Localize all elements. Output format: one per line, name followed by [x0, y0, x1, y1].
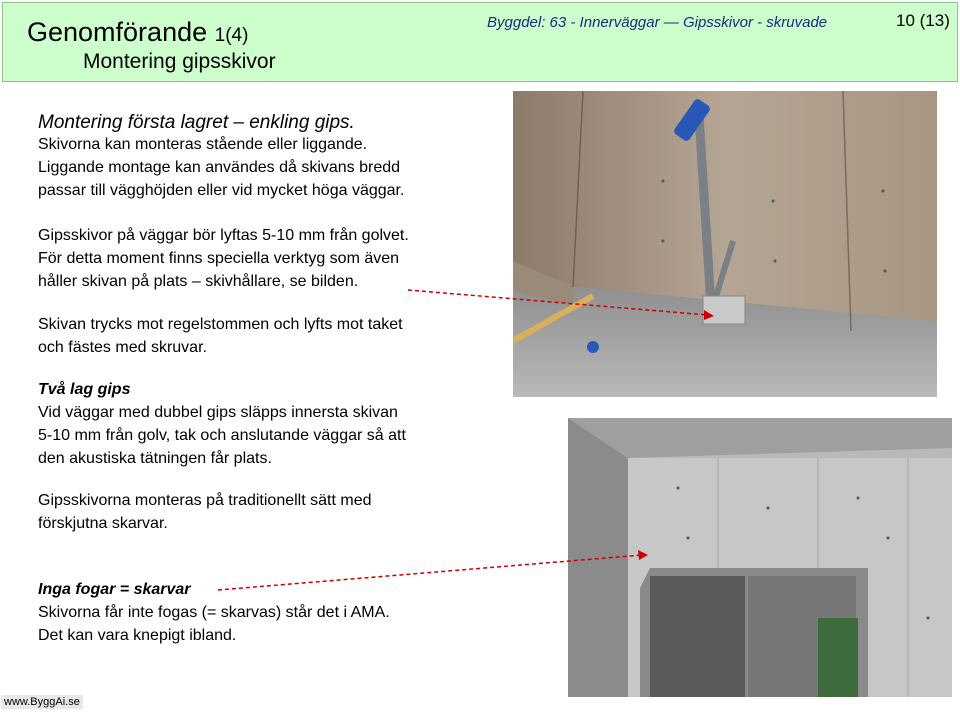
website-footer[interactable]: www.ByggAi.se [1, 695, 83, 709]
text-line: Vid väggar med dubbel gips släpps innersta skivan [38, 404, 398, 421]
text-line: Liggande montage kan användes då skivans bredd [38, 159, 401, 176]
title-text: Genomförande [27, 17, 208, 47]
arrow-to-lifter [408, 290, 714, 320]
text-line: passar till vägghöjden eller vid mycket höga väggar. [38, 182, 405, 199]
text-line: håller skivan på plats – skivhållare, se bilden. [38, 273, 359, 290]
text-line: och fästes med skruvar. [38, 339, 207, 356]
text-line: Det kan vara knepigt ibland. [38, 627, 237, 644]
title-suffix: 1(4) [214, 25, 249, 46]
page-subtitle: Montering gipsskivor [83, 50, 276, 73]
text-line: Skivorna får inte fogas (= skarvas) står det i AMA. [38, 604, 390, 621]
text-line: förskjutna skarvar. [38, 515, 168, 532]
text-line: den akustiska tätningen får plats. [38, 450, 272, 467]
section-heading: Montering första lagret – enkling gips. [38, 112, 355, 133]
text-line: Skivan trycks mot regelstommen och lyfts mot taket [38, 316, 403, 333]
heading-no-joints: Inga fogar = skarvar [38, 581, 191, 598]
text-line: Gipsskivor på väggar bör lyftas 5-10 mm från golvet. [38, 227, 409, 244]
building-part-reference: Byggdel: 63 - Innerväggar ― Gipsskivor - skruvade [487, 14, 828, 31]
page-number: 10 (13) [896, 11, 950, 30]
text-line: Gipsskivorna monteras på traditionellt sätt med [38, 492, 372, 509]
text-line: Skivorna kan monteras stående eller liggande. [38, 136, 368, 153]
text-line: För detta moment finns speciella verktyg som även [38, 250, 400, 267]
heading-two-layers: Två lag gips [38, 381, 131, 398]
arrow-to-wall [218, 550, 648, 590]
text-line: 5-10 mm från golv, tak och anslutande väggar så att [38, 427, 406, 444]
